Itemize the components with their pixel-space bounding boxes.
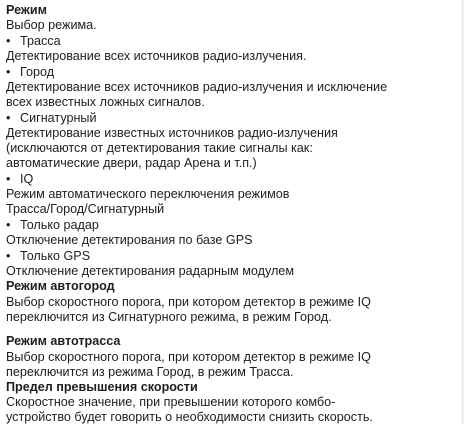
mode-item-desc: Отключение детектирования радарным модулем	[6, 264, 294, 278]
mode-item-desc: Режим автоматического переключения режимов	[6, 187, 290, 201]
auto-city-heading: Режим автогород	[6, 279, 115, 293]
mode-item-label: Сигнатурный	[20, 111, 97, 125]
mode-item-label: Трасса	[20, 34, 61, 48]
bullet-icon: •	[6, 65, 11, 79]
auto-city-text: переключится из Сигнатурного режима, в режим Город.	[6, 310, 332, 324]
mode-heading: Режим	[6, 3, 47, 17]
mode-item-label: IQ	[20, 172, 34, 186]
speed-limit-text: Скоростное значение, при превышении которого комбо-	[6, 395, 336, 409]
mode-item-desc: автоматические двери, радар Арена и т.п.)	[6, 156, 257, 170]
auto-city-text: Выбор скоростного порога, при котором детектор в режиме IQ	[6, 295, 371, 309]
mode-item-desc: Детектирование всех источников радио-излучения.	[6, 49, 307, 63]
bullet-icon: •	[6, 172, 11, 186]
mode-item-desc: (исключаются от детектирования такие сигналы как:	[6, 141, 313, 155]
bullet-icon: •	[6, 218, 11, 232]
mode-item-label: Только GPS	[20, 249, 91, 263]
mode-item-gps-only	[6, 248, 90, 264]
speed-limit-text: устройство будет говорить о необходимости снизить скорость.	[6, 410, 373, 424]
mode-item-desc: Трасса/Город/Сигнатурный	[6, 202, 165, 216]
auto-highway-text: переключится из режима Город, в режим Трасса.	[6, 365, 294, 379]
mode-item-label: Город	[20, 65, 55, 79]
auto-highway-heading: Режим автотрасса	[6, 334, 121, 348]
mode-item-desc: Детектирование известных источников радио-излучения	[6, 126, 338, 140]
auto-highway-text: Выбор скоростного порога, при котором детектор в режиме IQ	[6, 350, 371, 364]
bullet-icon: •	[6, 111, 11, 125]
speed-limit-heading: Предел превышения скорости	[6, 380, 198, 394]
mode-item-label: Только радар	[20, 218, 99, 232]
mode-item-iq	[6, 171, 33, 187]
mode-item-desc: всех известных ложных сигналов.	[6, 95, 205, 109]
mode-item-city	[6, 64, 54, 80]
mode-item-highway	[6, 33, 61, 49]
mode-intro: Выбор режима.	[6, 18, 97, 32]
mode-item-radar-only	[6, 217, 99, 233]
mode-item-desc: Детектирование всех источников радио-излучения и исключение	[6, 80, 388, 94]
mode-item-desc: Отключение детектирования по базе GPS	[6, 233, 253, 247]
bullet-icon: •	[6, 34, 11, 48]
bullet-icon: •	[6, 249, 11, 263]
mode-item-signature	[6, 110, 97, 126]
